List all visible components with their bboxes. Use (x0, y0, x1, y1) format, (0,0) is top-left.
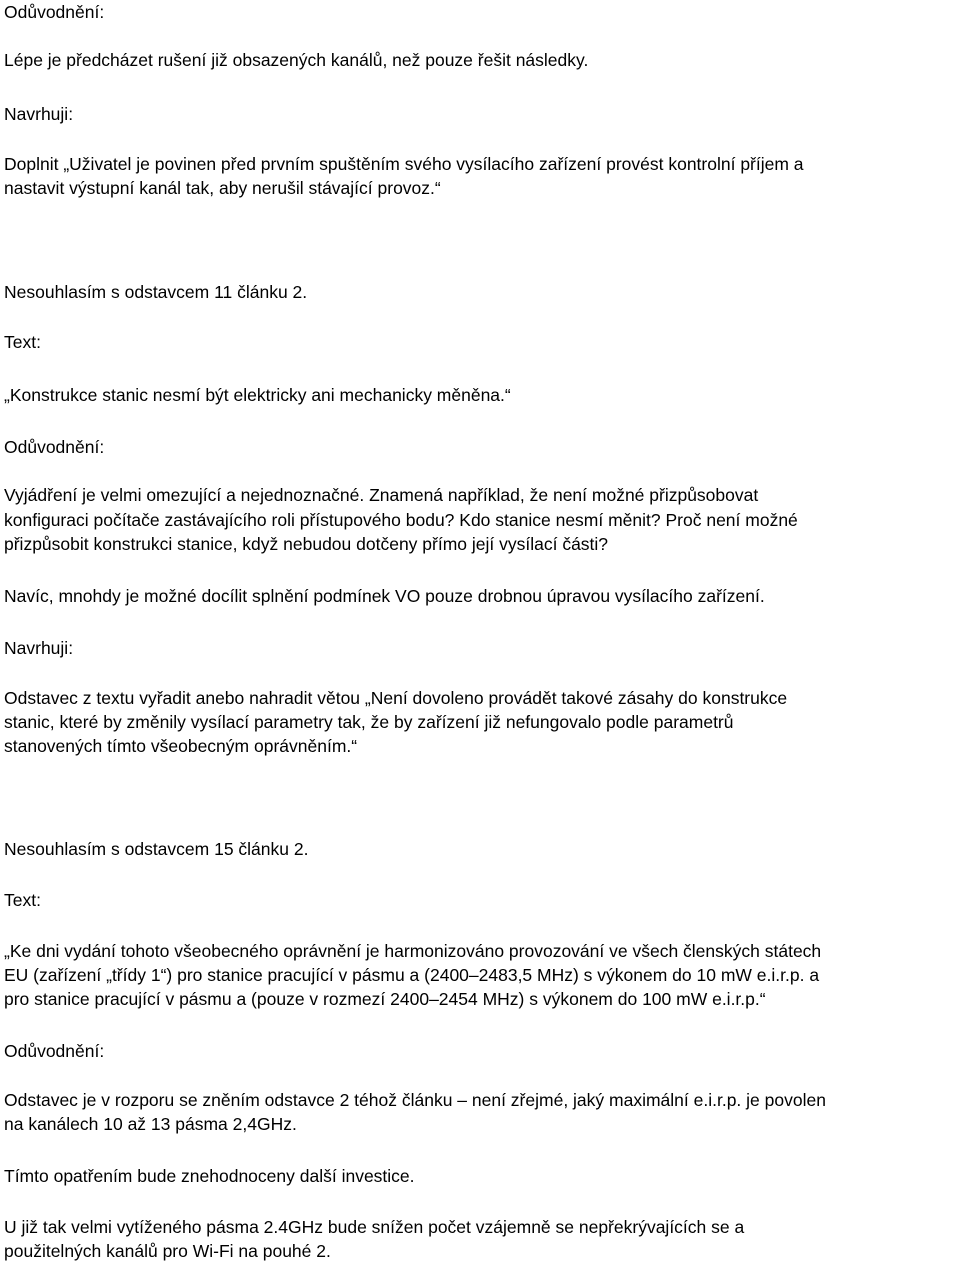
reasoning-text: Navíc, mnohdy je možné docílit splnění podmínek VO pouze drobnou úpravou vysílacího zařízení. (4, 586, 765, 606)
reasoning-text-line: použitelných kanálů pro Wi-Fi na pouhé 2. (4, 1241, 331, 1261)
quoted-clause-line: EU (zařízení „třídy 1“) pro stanice pracující v pásmu a (2400–2483,5 MHz) s výkonem do 10 mW e.i.r.p. a (4, 965, 820, 985)
proposal-text-line: Odstavec z textu vyřadit anebo nahradit větou „Není dovoleno provádět takové zásahy do konstrukce (4, 688, 788, 708)
section-label-proposal: Navrhuji: (4, 104, 74, 124)
proposal-text-line: stanic, které by změnily vysílací parametry tak, že by zařízení již nefungovalo podle parametrů (4, 712, 734, 732)
reasoning-text-line: Vyjádření je velmi omezující a nejednoznačné. Znamená například, že není možné přizpůsobovat (4, 485, 759, 505)
reasoning-text-line: na kanálech 10 až 13 pásma 2,4GHz. (4, 1114, 297, 1134)
reasoning-text-line: Odstavec je v rozporu se zněním odstavce 2 téhož článku – není zřejmé, jaký maximální e.i.r.p. je povolen (4, 1090, 826, 1110)
section-label-text: Text: (4, 332, 41, 352)
reasoning-text-line: konfiguraci počítače zastávajícího roli přístupového bodu? Kdo stanice nesmí měnit? Proč není možné (4, 510, 798, 530)
objection-heading: Nesouhlasím s odstavcem 11 článku 2. (4, 282, 308, 302)
quoted-clause-line: pro stanice pracující v pásmu a (pouze v rozmezí 2400–2454 MHz) s výkonem do 100 mW e.i.r.p.“ (4, 989, 766, 1009)
objection-heading: Nesouhlasím s odstavcem 15 článku 2. (4, 839, 309, 859)
proposal-text-line: Doplnit „Uživatel je povinen před prvním spuštěním svého vysílacího zařízení provést kontrolní příjem a (4, 154, 804, 174)
section-label-reasoning: Odůvodnění: (4, 1041, 105, 1061)
section-label-reasoning: Odůvodnění: (4, 2, 105, 22)
reasoning-text: Tímto opatřením bude znehodnoceny další investice. (4, 1166, 415, 1186)
section-label-text: Text: (4, 890, 41, 910)
section-label-reasoning: Odůvodnění: (4, 437, 105, 457)
proposal-text-line: stanovených tímto všeobecným oprávněním.“ (4, 736, 358, 756)
quoted-clause-line: „Ke dni vydání tohoto všeobecného oprávnění je harmonizováno provozování ve všech členských státech (4, 941, 822, 961)
proposal-text-line: nastavit výstupní kanál tak, aby nerušil stávající provoz.“ (4, 178, 441, 198)
reasoning-text: Lépe je předcházet rušení již obsazených kanálů, než pouze řešit následky. (4, 50, 589, 70)
quoted-clause: „Konstrukce stanic nesmí být elektricky ani mechanicky měněna.“ (4, 385, 511, 405)
reasoning-text-line: U již tak velmi vytíženého pásma 2.4GHz bude snížen počet vzájemně se nepřekrývajících se a (4, 1217, 745, 1237)
section-label-proposal: Navrhuji: (4, 638, 74, 658)
reasoning-text-line: přizpůsobit konstrukci stanice, když nebudou dotčeny přímo její vysílací části? (4, 534, 609, 554)
